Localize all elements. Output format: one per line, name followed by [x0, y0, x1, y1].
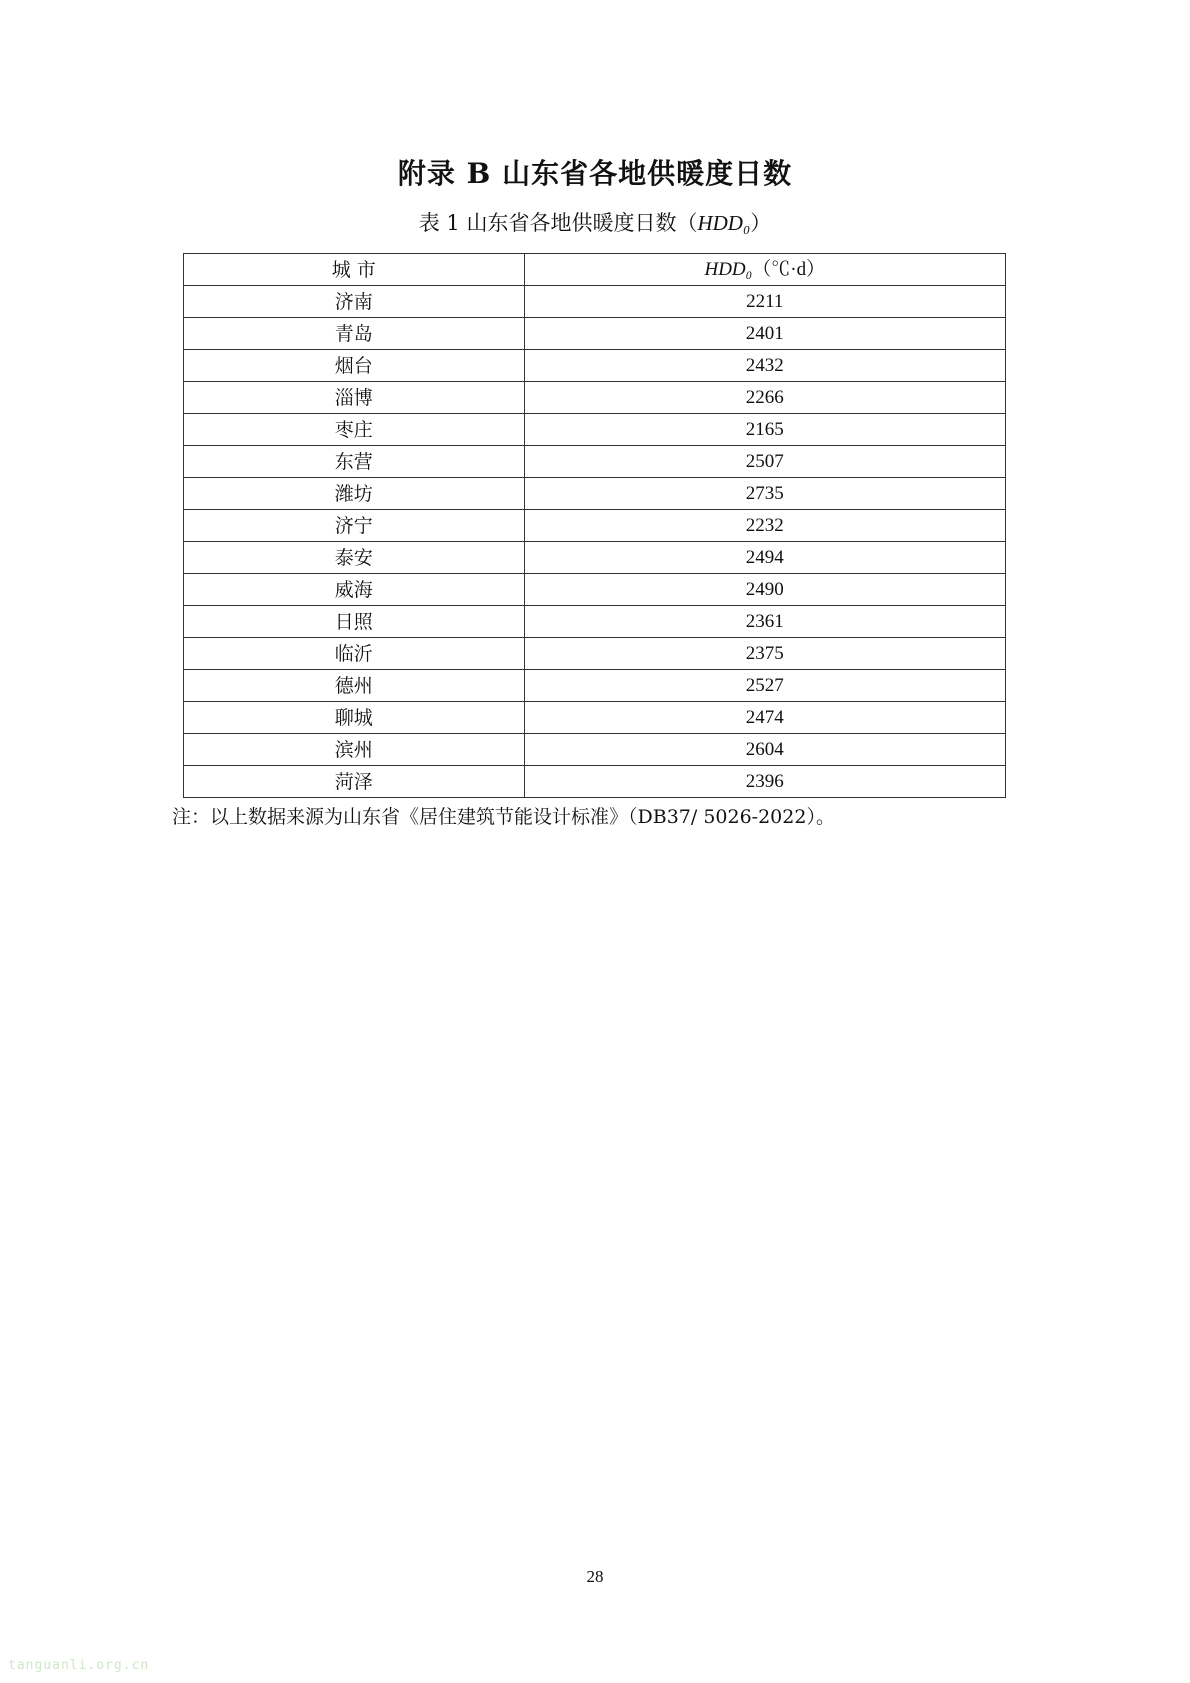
hdd-value-cell: 2494 — [524, 542, 1005, 574]
table-row — [184, 286, 1006, 318]
table-row — [184, 766, 1006, 798]
city-cell: 济宁 — [184, 510, 525, 542]
hdd-value-cell: 2211 — [524, 286, 1005, 318]
hdd-value-cell: 2361 — [524, 606, 1005, 638]
table-body — [184, 286, 1006, 798]
hdd-table — [183, 253, 1006, 798]
hdd-value-cell: 2527 — [524, 670, 1005, 702]
header-city: 城 市 — [184, 254, 525, 286]
hdd-value-cell: 2432 — [524, 350, 1005, 382]
table-row — [184, 382, 1006, 414]
table-row — [184, 606, 1006, 638]
city-cell: 临沂 — [184, 638, 525, 670]
city-cell: 济南 — [184, 286, 525, 318]
page-title: 附录 B 山东省各地供暖度日数 — [397, 157, 793, 190]
city-cell: 潍坊 — [184, 478, 525, 510]
table-row — [184, 574, 1006, 606]
city-cell: 德州 — [184, 670, 525, 702]
table-row — [184, 510, 1006, 542]
hdd-value-cell: 2604 — [524, 734, 1005, 766]
city-cell: 聊城 — [184, 702, 525, 734]
hdd-value-cell: 2232 — [524, 510, 1005, 542]
city-cell: 威海 — [184, 574, 525, 606]
hdd-value-cell: 2401 — [524, 318, 1005, 350]
city-cell: 东营 — [184, 446, 525, 478]
table-row — [184, 318, 1006, 350]
header-value — [524, 254, 1005, 286]
header-value-unit: （℃·d） — [752, 258, 826, 280]
watermark-text: tanguanli.org.cn — [8, 1658, 150, 1673]
table-row — [184, 542, 1006, 574]
table-row — [184, 446, 1006, 478]
city-cell: 淄博 — [184, 382, 525, 414]
table-row — [184, 478, 1006, 510]
table-row — [184, 350, 1006, 382]
table-caption — [0, 208, 1190, 238]
hdd-value-cell: 2165 — [524, 414, 1005, 446]
city-cell: 青岛 — [184, 318, 525, 350]
table-header-row — [184, 254, 1006, 286]
header-value-var: HDD₀ — [704, 258, 753, 280]
city-cell: 滨州 — [184, 734, 525, 766]
table-row — [184, 702, 1006, 734]
city-cell: 枣庄 — [184, 414, 525, 446]
table-note: 注：以上数据来源为山东省《居住建筑节能设计标准》（DB37/ 5026-2022）。 — [172, 806, 835, 828]
page-number: 28 — [586, 1567, 604, 1586]
table-row — [184, 670, 1006, 702]
city-cell: 泰安 — [184, 542, 525, 574]
hdd-value-cell: 2735 — [524, 478, 1005, 510]
hdd-value-cell: 2490 — [524, 574, 1005, 606]
hdd-value-cell: 2396 — [524, 766, 1005, 798]
city-cell: 菏泽 — [184, 766, 525, 798]
city-cell: 日照 — [184, 606, 525, 638]
hdd-value-cell: 2375 — [524, 638, 1005, 670]
caption-prefix: 表 1 山东省各地供暖度日数（ — [418, 211, 698, 235]
table-row — [184, 734, 1006, 766]
hdd-value-cell: 2507 — [524, 446, 1005, 478]
hdd-value-cell: 2474 — [524, 702, 1005, 734]
hdd-value-cell: 2266 — [524, 382, 1005, 414]
table-row — [184, 638, 1006, 670]
table-row — [184, 414, 1006, 446]
caption-suffix: ） — [750, 211, 772, 235]
caption-variable: HDD₀ — [697, 211, 751, 235]
city-cell: 烟台 — [184, 350, 525, 382]
